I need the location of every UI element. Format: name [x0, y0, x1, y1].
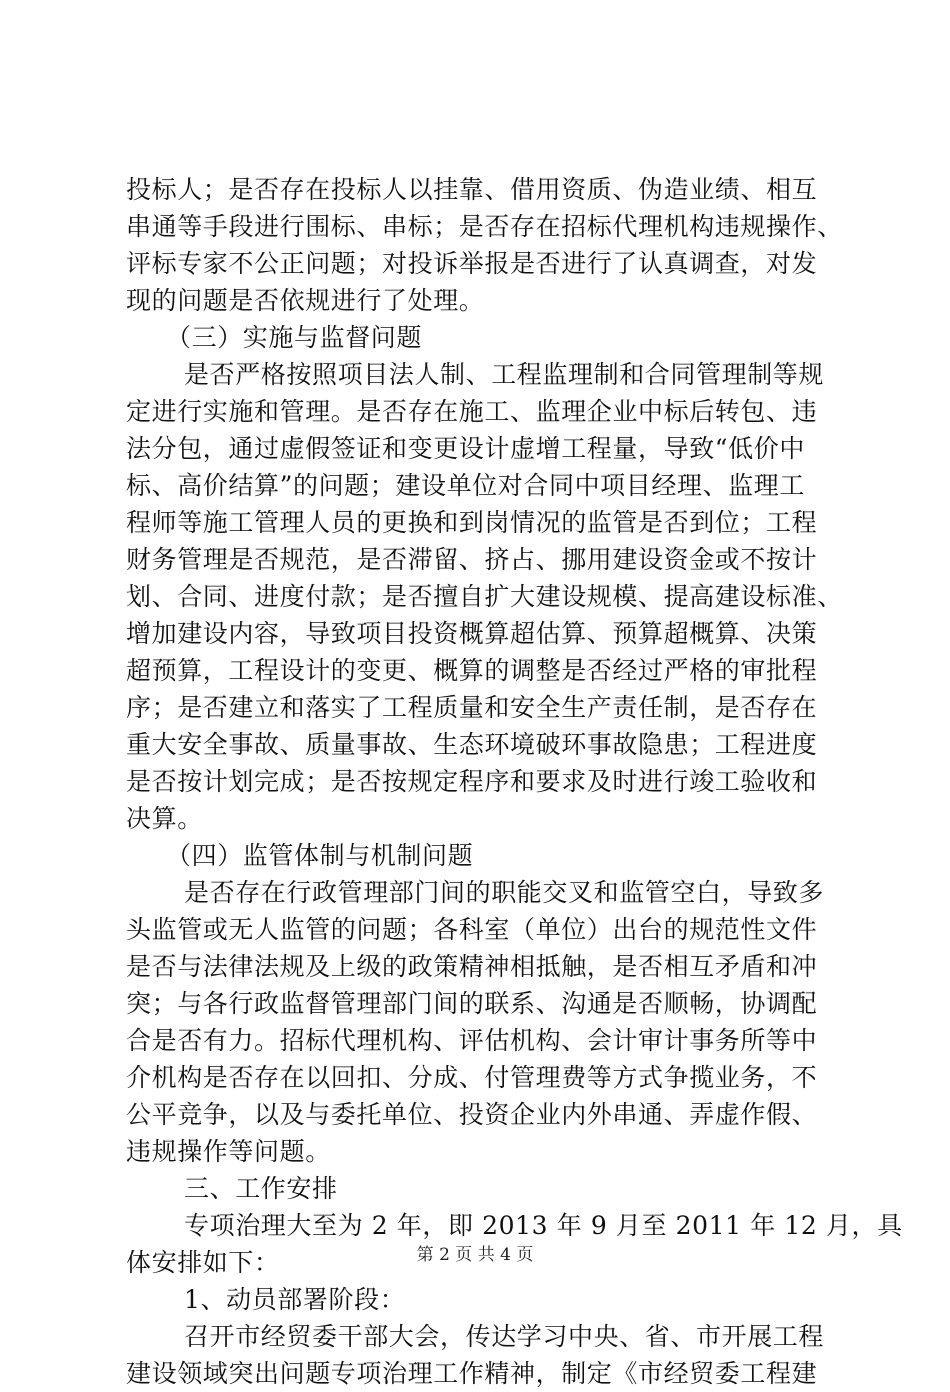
- text-line: 定进行实施和管理。是否存在施工、监理企业中标后转包、违: [126, 397, 818, 426]
- text-line: 是否与法律法规及上级的政策精神相抵触，是否相互矛盾和冲: [126, 952, 818, 981]
- text-line: 公平竞争，以及与委托单位、投资企业内外串通、弄虚作假、: [126, 1100, 818, 1129]
- text-line: （四）监管体制与机制问题: [166, 841, 474, 870]
- text-line: 重大安全事故、质量事故、生态环境破环事故隐患；工程进度: [126, 730, 818, 759]
- text-line: 突；与各行政监督管理部门间的联系、沟通是否顺畅，协调配: [126, 989, 818, 1018]
- text-line: 评标专家不公正问题；对投诉举报是否进行了认真调查，对发: [126, 249, 818, 278]
- text-line: 是否严格按照项目法人制、工程监理制和合同管理制等规: [184, 360, 825, 389]
- text-line: 投标人；是否存在投标人以挂靠、借用资质、伪造业绩、相互: [126, 175, 818, 204]
- text-line: 是否存在行政管理部门间的职能交叉和监管空白，导致多: [184, 878, 825, 907]
- text-line: 建设领域突出问题专项治理工作精神，制定《市经贸委工程建: [126, 1359, 818, 1388]
- text-line: 介机构是否存在以回扣、分成、付管理费等方式争揽业务，不: [126, 1063, 818, 1092]
- text-line: 1、动员部署阶段：: [184, 1285, 406, 1314]
- text-line: 序；是否建立和落实了工程质量和安全生产责任制，是否存在: [126, 693, 818, 722]
- text-line: 增加建设内容，导致项目投资概算超估算、预算超概算、决策: [126, 619, 818, 648]
- text-line: 违规操作等问题。: [126, 1137, 331, 1166]
- text-line: 专项治理大至为 2 年，即 2013 年 9 月至 2011 年 12 月，具: [184, 1211, 903, 1240]
- text-line: 现的问题是否依规进行了处理。: [126, 286, 485, 315]
- text-line: 体安排如下：: [126, 1248, 280, 1277]
- text-line: 财务管理是否规范，是否滞留、挤占、挪用建设资金或不按计: [126, 545, 818, 574]
- text-line: 合是否有力。招标代理机构、评估机构、会计审计事务所等中: [126, 1026, 818, 1055]
- document-body: [126, 171, 903, 1392]
- text-line: 召开市经贸委干部大会，传达学习中央、省、市开展工程: [184, 1322, 825, 1351]
- page-footer: 第 2 页 共 4 页: [416, 1245, 534, 1265]
- text-line: 标、高价结算”的问题；建设单位对合同中项目经理、监理工: [126, 471, 805, 500]
- text-line: 串通等手段进行围标、串标；是否存在招标代理机构违规操作、: [126, 212, 843, 241]
- text-line: （三）实施与监督问题: [166, 323, 423, 352]
- text-line: 法分包，通过虚假签证和变更设计虚增工程量，导致“低价中: [126, 434, 805, 463]
- text-line: 头监管或无人监管的问题；各科室（单位）出台的规范性文件: [126, 915, 818, 944]
- text-line: 划、合同、进度付款；是否擅自扩大建设规模、提高建设标准、: [126, 582, 843, 611]
- text-line: 程师等施工管理人员的更换和到岗情况的监管是否到位；工程: [126, 508, 818, 537]
- text-line: 三、工作安排: [184, 1174, 338, 1203]
- text-line: 超预算，工程设计的变更、概算的调整是否经过严格的审批程: [126, 656, 818, 685]
- text-line: 决算。: [126, 804, 203, 833]
- text-line: 是否按计划完成；是否按规定程序和要求及时进行竣工验收和: [126, 767, 818, 796]
